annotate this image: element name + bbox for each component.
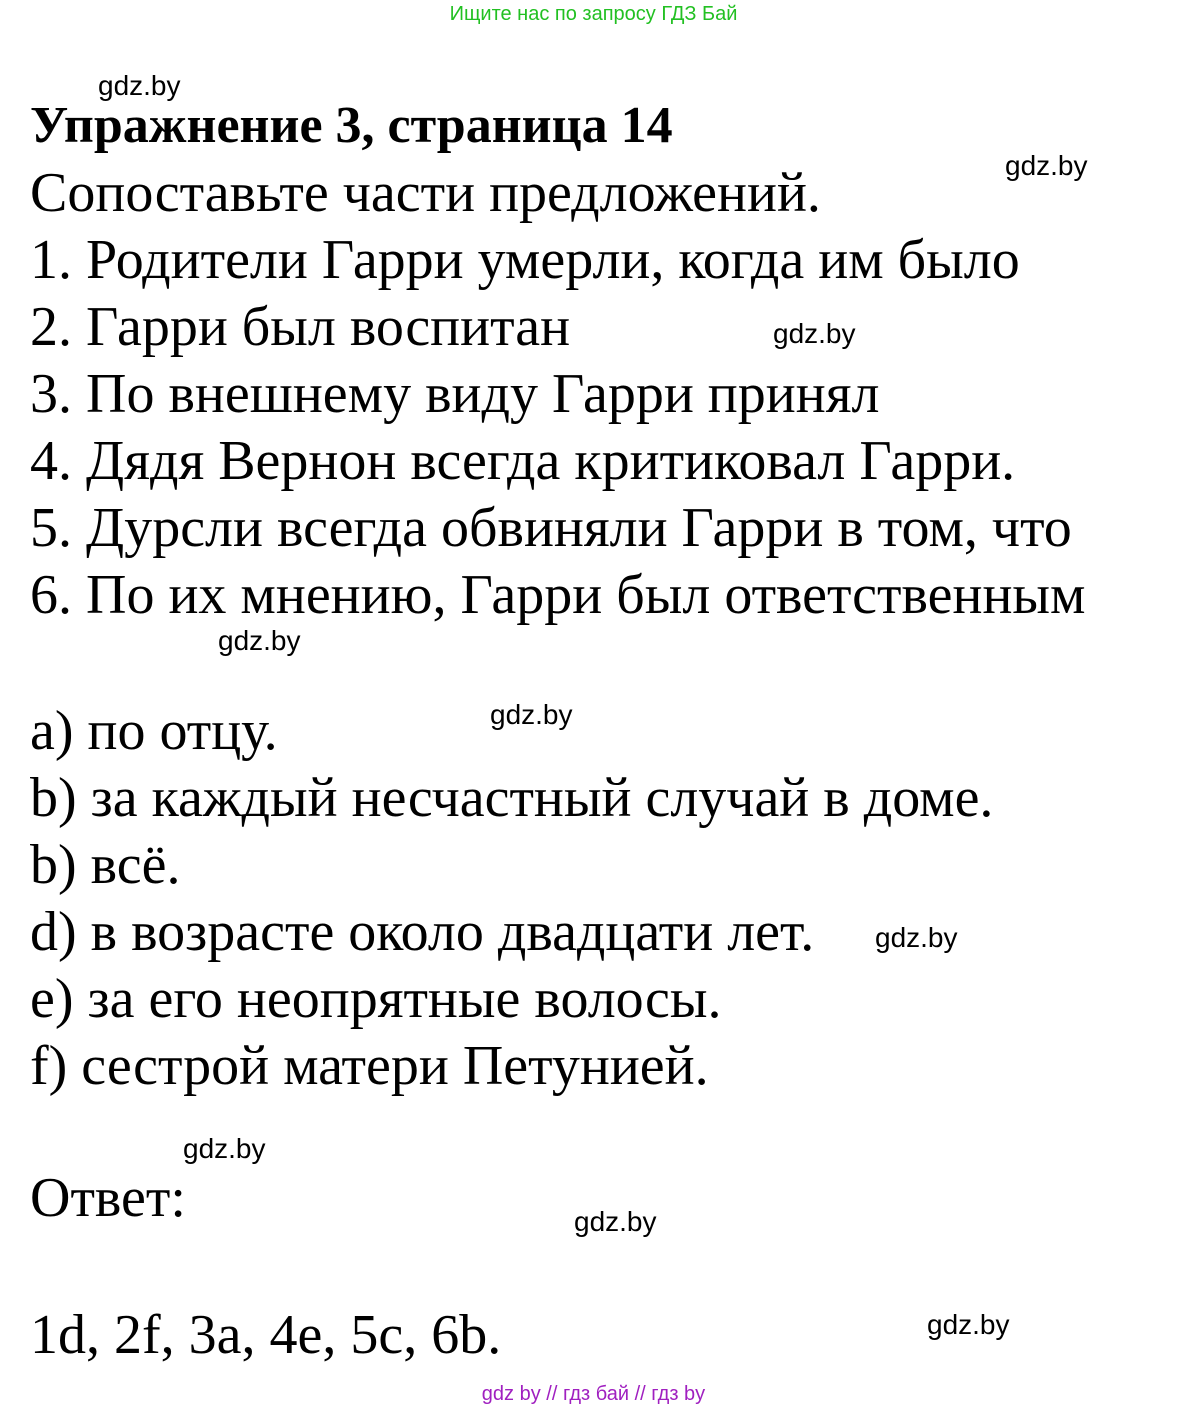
sentence-ending-a: a) по отцу. (30, 700, 278, 762)
watermark: gdz.by (183, 1133, 266, 1164)
sentence-ending-d: d) в возрасте около двадцати лет. (30, 901, 815, 963)
header-banner[interactable]: Ищите нас по запросу ГДЗ Бай (449, 3, 738, 25)
sentence-start-5: 5. Дурсли всегда обвиняли Гарри в том, что (30, 497, 1072, 559)
watermark: gdz.by (490, 699, 573, 730)
sentence-ending-f: f) сестрой матери Петунией. (30, 1035, 709, 1097)
answer-label: Ответ: (30, 1167, 186, 1229)
watermark: gdz.by (773, 318, 856, 349)
footer-banner[interactable]: gdz by // гдз бай // гдз by (481, 1383, 706, 1405)
sentence-start-1: 1. Родители Гарри умерли, когда им было (30, 229, 1020, 291)
watermark: gdz.by (1005, 150, 1088, 181)
sentence-start-2: 2. Гарри был воспитан (30, 296, 571, 358)
answer-text: 1d, 2f, 3a, 4e, 5c, 6b. (30, 1304, 502, 1366)
sentence-start-6: 6. По их мнению, Гарри был ответственным (30, 564, 1086, 626)
page-title: Упражнение 3, страница 14 (30, 97, 673, 154)
sentence-ending-e: e) за его неопрятные волосы. (30, 968, 722, 1030)
watermark: gdz.by (574, 1206, 657, 1237)
watermark: gdz.by (218, 625, 301, 656)
instruction: Сопоставьте части предложений. (30, 162, 821, 224)
sentence-start-4: 4. Дядя Вернон всегда критиковал Гарри. (30, 430, 1016, 492)
sentence-start-3: 3. По внешнему виду Гарри принял (30, 363, 880, 425)
watermark: gdz.by (927, 1309, 1010, 1340)
sentence-ending-b: b) за каждый несчастный случай в доме. (30, 767, 994, 829)
watermark: gdz.by (98, 70, 181, 101)
watermark: gdz.by (875, 922, 958, 953)
sentence-ending-c: b) всё. (30, 834, 181, 896)
